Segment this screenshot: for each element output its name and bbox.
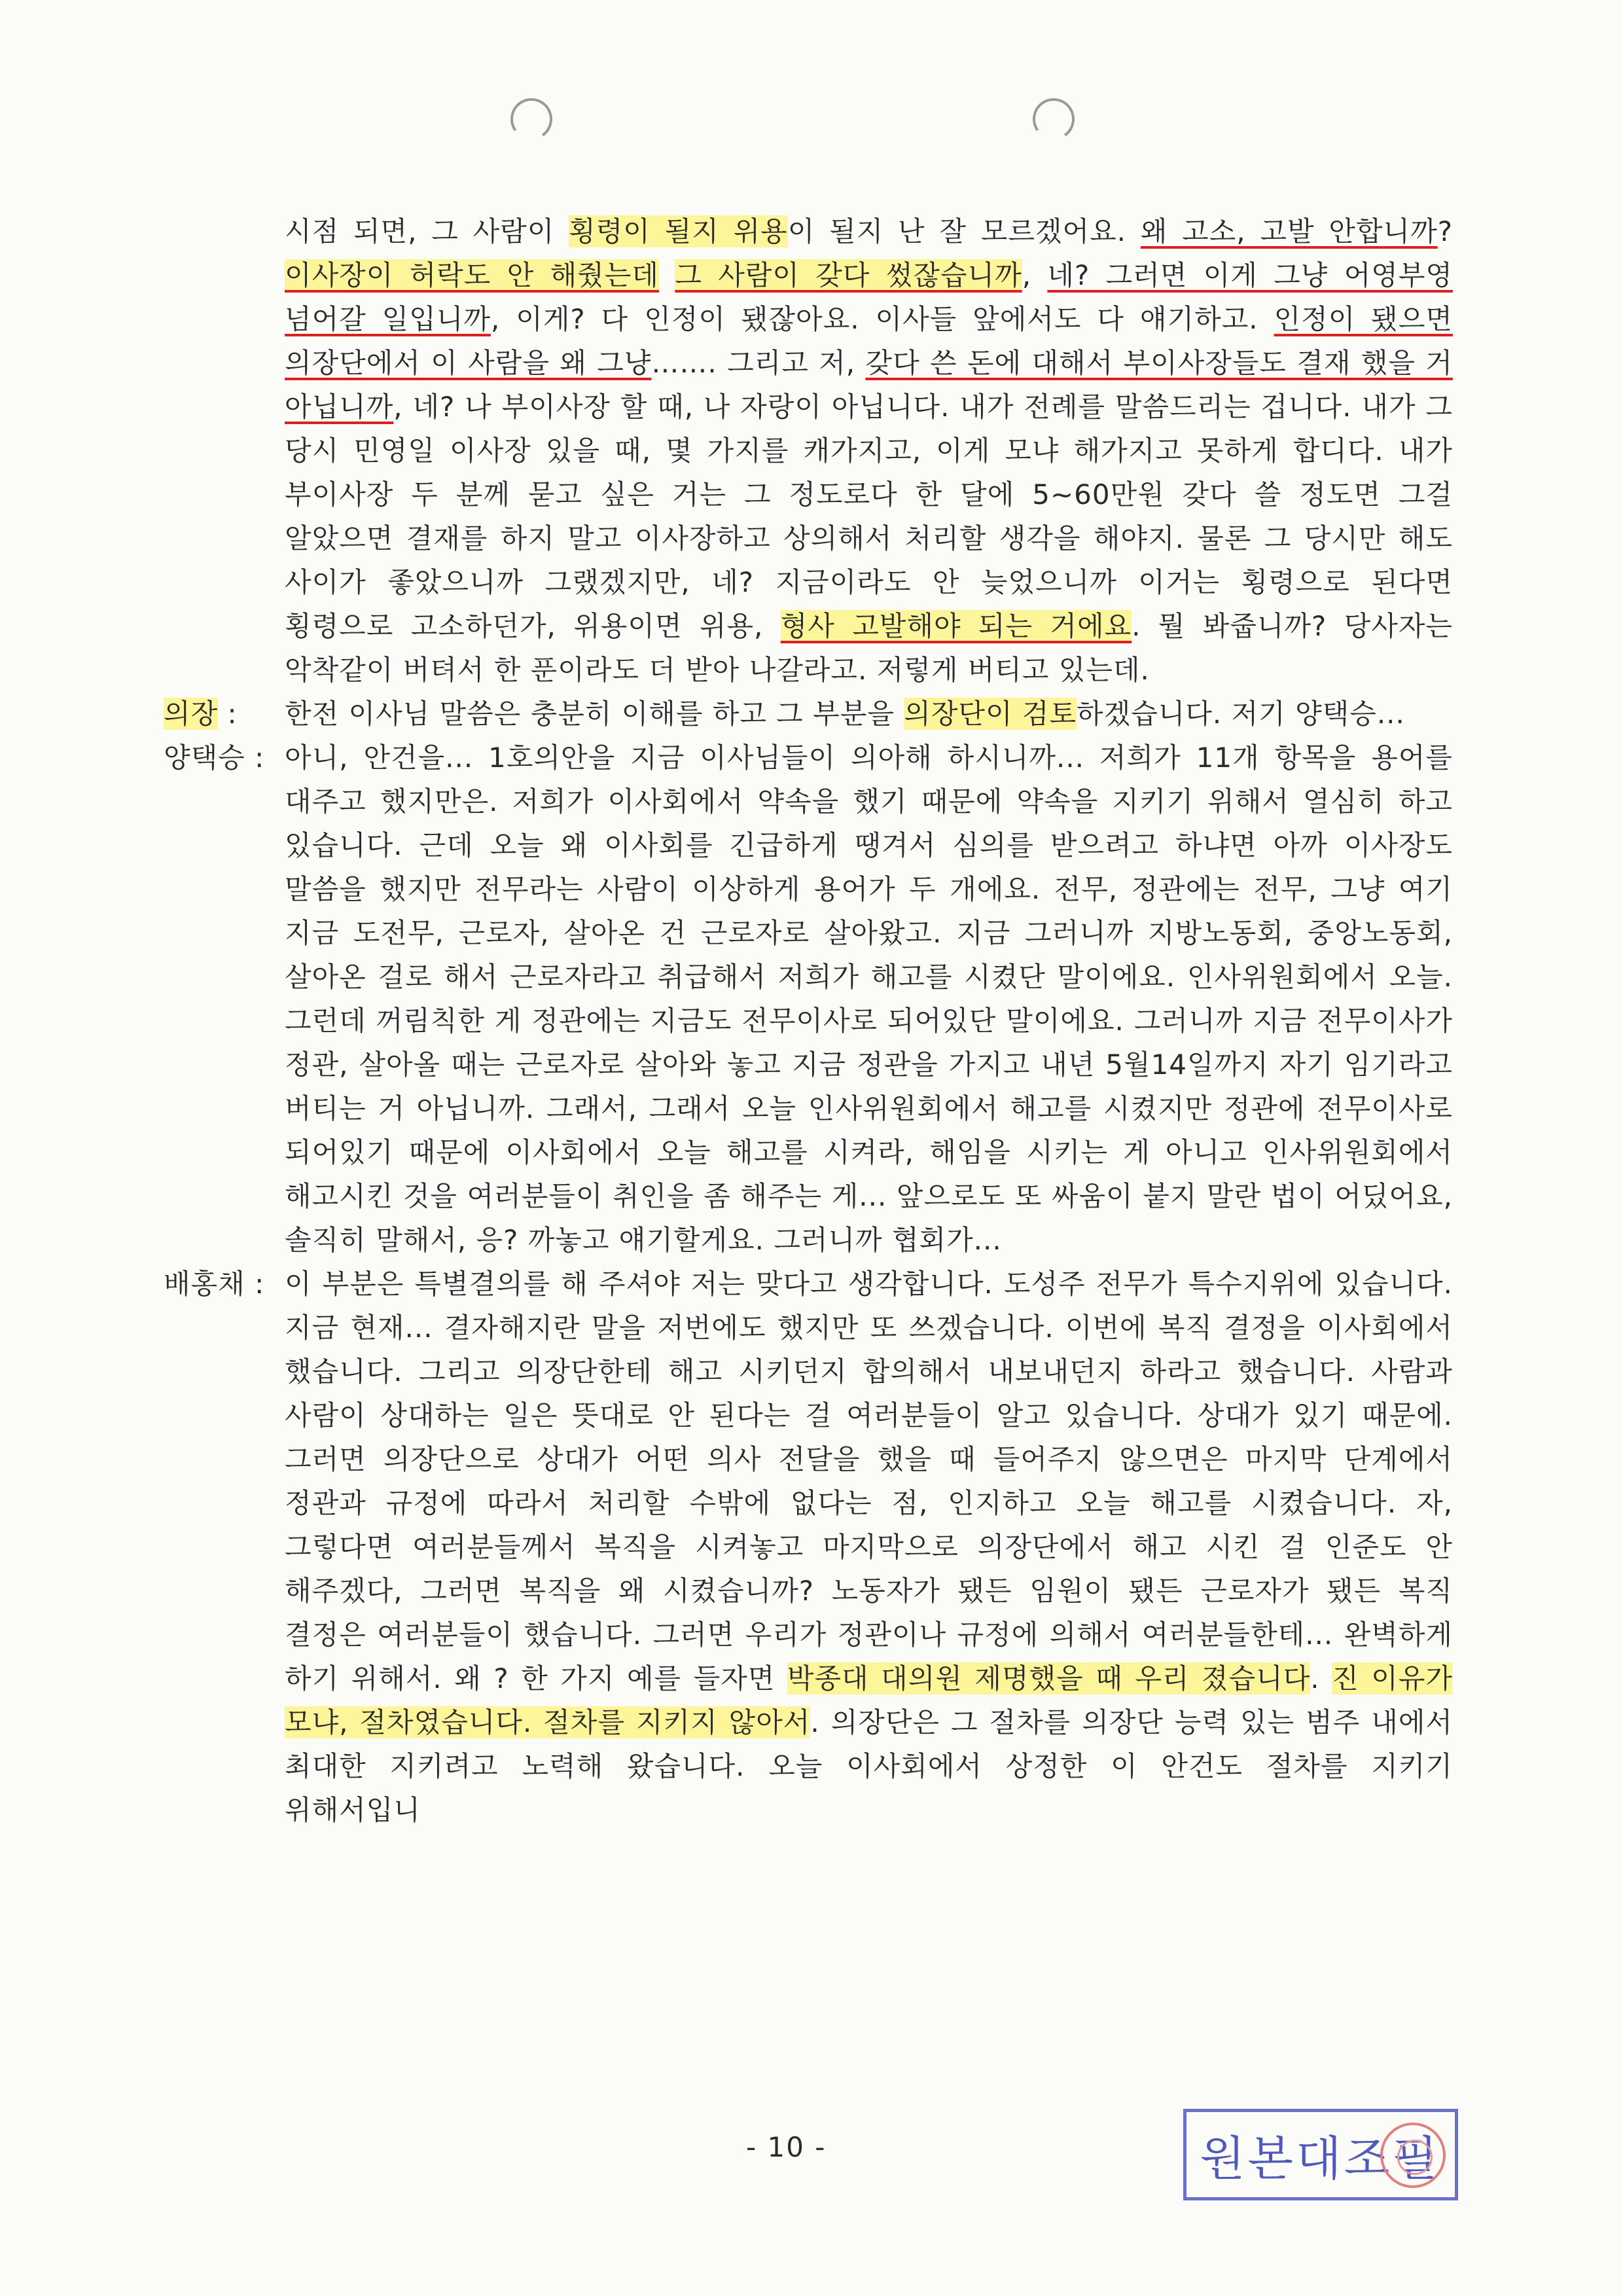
speaker-name: 배홍채 <box>164 1268 245 1300</box>
highlight-run: 진 이유가 모냐, 절차였습니다. 절차를 지키지 않아서 <box>285 1662 1454 1738</box>
text-run: 시점 되면, 그 사람이 <box>285 215 569 247</box>
speaker-label <box>164 692 285 736</box>
page-number: - 10 - <box>746 2131 827 2163</box>
paragraph-text <box>285 209 1453 692</box>
highlight-run: 의장단이 검토 <box>904 698 1077 730</box>
speaker-separator: : <box>227 698 238 730</box>
underline-run: 인정이 됐으면 의장단에서 이 사람을 왜 그냥 <box>285 303 1453 379</box>
speech-text: 아니, 안건을... 1호의안을 지금 이사님들이 의아해 하시니까... 저희가 11개 항목을 용어를 대주고 했지만은. 저희가 이사회에서 약속을 했기 때문에 약속을 지키기 위해서 열심히 하고 있습니다. 근데 오늘 왜 이사회를 긴급하게 땡겨서 심의를 받으려고 하냐면 아까 이사장도 말씀을 했지만 전무라는 사람이 이상하게 용어가 두 개에요. 전무, 정관에는 전무, 그냥 여기 지금 도전무, 근로자, 살아온 건 근로자로 살아왔고. 지금 그러니까 지방노동회, 중앙노동회, 살아온 걸로 해서 근로자라고 취급해서 저희가 해고를 시켰단 말이에요. 인사위원회에서 오늘. 그런데 꺼림칙한 게 정관에는 지금도 전무이사로 되어있단 말이에요. 그러니까 지금 전무이사가 정관, 살아올 때는 근로자로 살아와 놓고 지금 정관을 가지고 내년 5월14일까지 자기 임기라고 버티는 거 아닙니까. 그래서, 그래서 오늘 인사위원회에서 해고를 시켰지만 정관에 전무이사로 되어있기 때문에 이사회에서 오늘 해고를 시켜라, 해임을 시키는 게 아니고 인사위원회에서 해고시킨 것을 여러분들이 취인을 좀 해주는 게... 앞으로도 또 싸움이 붙지 말란 법이 어딨어요, 솔직히 말해서, 응? 까놓고 얘기할게요. 그러니까 협회가... <box>285 742 1453 1256</box>
speaker-label <box>164 736 285 1262</box>
speaker-entry <box>164 692 1453 736</box>
speaker-separator: : <box>255 742 265 774</box>
text-run: . 뭘 봐줍니까? 당사자는 악착같이 버텨서 한 푼이라도 더 받아 나갈라고. 저렇게 버티고 있는데. <box>285 610 1454 686</box>
underline-run: 왜 고소, 고발 안합니까 <box>1140 215 1438 247</box>
transcript-body <box>164 209 1453 1832</box>
speech-text <box>285 1262 1453 1832</box>
text-run: ? <box>1437 215 1453 247</box>
stamp-text: 원본대조필 <box>1200 2131 1440 2186</box>
highlight-underline-run: 형사 고발해야 되는 거에요 <box>780 610 1132 642</box>
seal-icon <box>1380 2123 1446 2188</box>
speech-text <box>285 692 1453 736</box>
text-run: 한전 이사님 말씀은 충분히 이해를 하고 그 부분을 <box>285 698 904 730</box>
text-run: 하겠습니다. 저기 양택승... <box>1077 698 1405 730</box>
highlight-run: 박종대 대의원 제명했을 때 우리 졌습니다 <box>787 1662 1311 1695</box>
speaker-name: 양택승 <box>164 742 245 774</box>
text-run <box>659 259 675 291</box>
continued-paragraph <box>164 209 1453 692</box>
punch-hole <box>1029 95 1078 143</box>
speaker-separator: : <box>255 1268 265 1300</box>
punch-hole <box>507 95 556 143</box>
text-run: 이 될지 난 잘 모르겠어요. <box>787 215 1141 247</box>
underline-run: 갖다 쓴 돈에 대해서 부이사장들도 결재 했을 거 아닙니까 <box>285 347 1453 423</box>
text-run: , 네? 나 부이사장 할 때, 나 자랑이 아닙니다. 내가 전례를 말씀드리는 겁니다. 내가 그 당시 민영일 이사장 있을 때, 몇 가지를 캐가지고, 이게 모냐 해가지고 못하게 합디다. 내가 부이사장 두 분께 묻고 싶은 거는 그 정도로다 한 달에 5~60만원 갖다 쓸 정도면 그걸 알았으면 결재를 하지 말고 이사장하고 상의해서 처리할 생각을 해야지. 물론 그 당시만 해도 사이가 좋았으니까 그랬겠지만, 네? 지금이라도 안 늦었으니까 이거는 횡령으로 된다면 횡령으로 고소하던가, 위용이면 위용, <box>285 391 1453 642</box>
text-run: . <box>1310 1662 1332 1695</box>
text-run: . 의장단은 그 절차를 의장단 능력 있는 범주 내에서 최대한 지키려고 노력해 왔습니다. 오늘 이사회에서 상정한 이 안건도 절차를 지키기 위해서입니 <box>285 1706 1453 1826</box>
certified-copy-stamp <box>1183 2109 1458 2200</box>
highlight-run: 횡령이 될지 위용 <box>569 215 788 247</box>
text-run: ……. 그리고 저, <box>651 347 866 379</box>
text-run: , 이게? 다 인정이 됐잖아요. 이사들 앞에서도 다 얘기하고. <box>490 303 1274 335</box>
underline-run: 네? 그러면 이게 그냥 어영부영 넘어갈 일입니까 <box>285 259 1453 335</box>
highlight-underline-run: 이사장이 허락도 안 해줬는데 <box>285 259 659 291</box>
text-run: , <box>1022 259 1048 291</box>
speaker-entry <box>164 736 1453 1262</box>
speaker-entry <box>164 1262 1453 1832</box>
text-run: 이 부분은 특별결의를 해 주셔야 저는 맞다고 생각합니다. 도성주 전무가 특수지위에 있습니다. 지금 현재... 결자해지란 말을 저번에도 했지만 또 쓰겠습니다. 이번에 복직 결정을 이사회에서 했습니다. 그리고 의장단한테 해고 시키던지 합의해서 내보내던지 하라고 했습니다. 사람과 사람이 상대하는 일은 뜻대로 안 된다는 걸 여러분들이 알고 있습니다. 상대가 있기 때문에. 그러면 의장단으로 상대가 어떤 의사 전달을 했을 때 들어주지 않으면은 마지막 단계에서 정관과 규정에 따라서 처리할 수밖에 없다는 점, 인지하고 오늘 해고를 시켰습니다. 자, 그렇다면 여러분들께서 복직을 시켜놓고 마지막으로 의장단에서 해고 시킨 걸 인준도 안 해주겠다, 그러면 복직을 왜 시켰습니까? 노동자가 됐든 임원이 됐든 근로자가 됐든 복직 결정은 여러분들이 했습니다. 그러면 우리가 정관이나 규정에 의해서 여러분들한테... 완벽하게 하기 위해서. 왜 ? 한 가지 예를 들자면 <box>285 1268 1453 1695</box>
speaker-label <box>164 1262 285 1832</box>
speaker-name: 의장 <box>164 698 219 730</box>
highlight-underline-run: 그 사람이 갖다 썼잖습니까 <box>675 259 1022 291</box>
